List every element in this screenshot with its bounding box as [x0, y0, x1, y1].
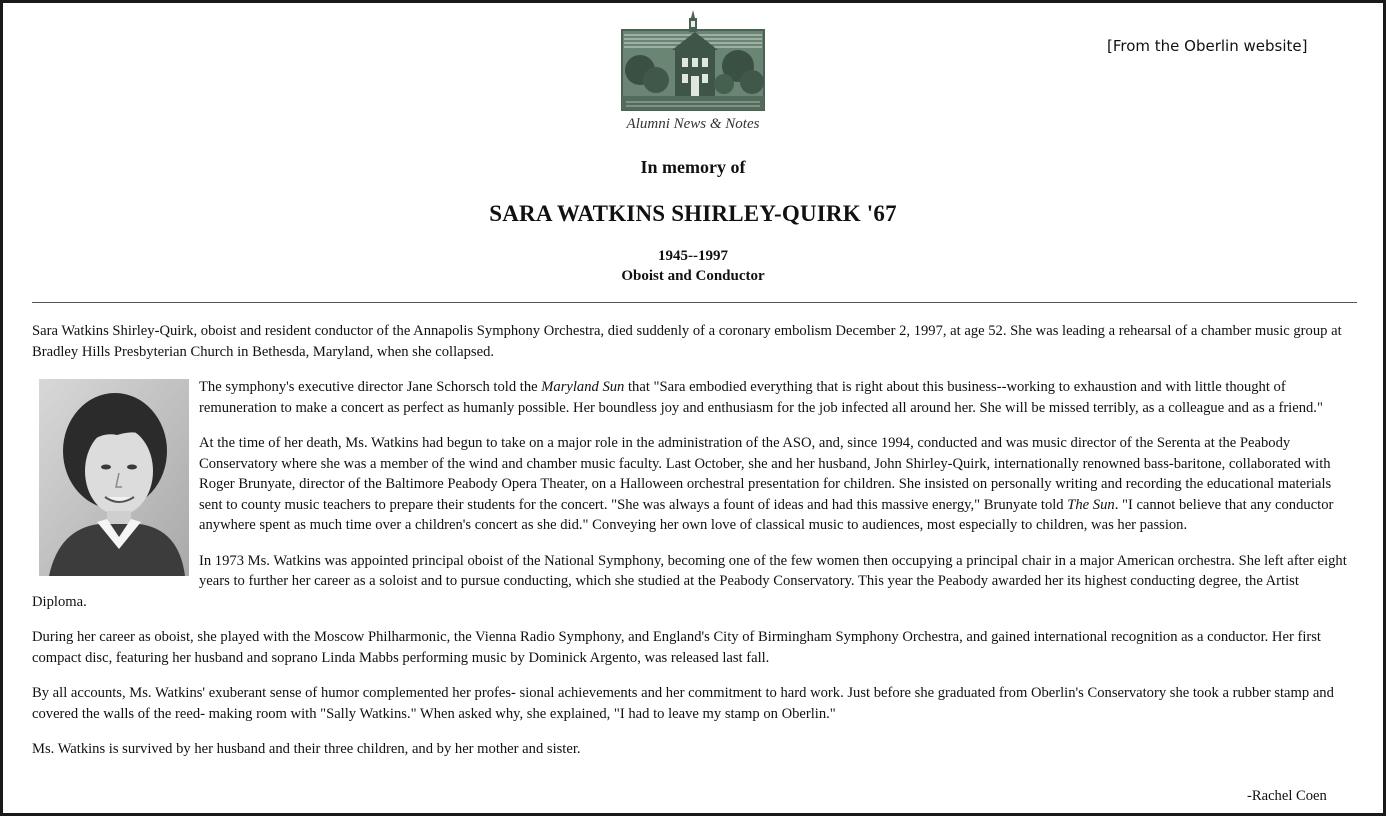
article-paragraph: Ms. Watkins is survived by her husband and their three children, and by her mother and sister.	[32, 741, 581, 757]
role-subtitle: Oboist and Conductor	[621, 268, 765, 284]
article-paragraph: By all accounts, Ms. Watkins' exuberant sense of humor complemented her profes- sional achievements and her commitment to hard work. Just before she graduated from Oberlin's Conservatory she took a rubber stamp and covered the walls of the reed- making room with "Sally Watkins." When asked why, she explained, "I had to leave my stamp on Oberlin."	[32, 685, 1334, 722]
article-paragraph: At the time of her death, Ms. Watkins had begun to take on a major role in the administration of the ASO, and, since 1994, conducted and was music director of the Serenta at the Peabody Conservatory where she was a member of the wind and chamber music faculty. Last October, she and her husband, John Shirley-Quirk, internationally renowned bass-baritone, collaborated with Roger Brunyate, director of the Baltimore Peabody Opera Theater, on a Halloween orchestral presentation for children. She insisted on personally writing and recording the educational materials sent to county music teachers to prepare their students for the concert. "She was always a fount of ideas and had this massive energy," Brunyate told The Sun. "I cannot believe that any conductor anywhere spent as much time over a children's concert as she did." Conveying her own love of classical music to audiences, most especially to children, was her passion.	[199, 435, 1334, 533]
article-paragraph: In 1973 Ms. Watkins was appointed principal oboist of the National Symphony, becoming one of the few women then occupying a principal chair in a major American orchestra. She left after eight years to further her career as a soloist and to pursue conducting, which she studied at the Peabody Conservatory. This year the Peabody awarded her its highest conducting degree, the Artist Diploma.	[32, 552, 1347, 610]
life-years: 1945--1997	[658, 248, 728, 264]
page-title: SARA WATKINS SHIRLEY-QUIRK '67	[489, 201, 897, 226]
article-paragraph: The symphony's executive director Jane Schorsch told the Maryland Sun that "Sara embodied everything that is right about this business--working to exhaustion and with little thought of remuneration to make a concert as perfect as humanly possible. Her boundless joy and enthusiasm for the job infected all around her. She will be missed terribly, as a colleague and as a friend."	[199, 379, 1323, 416]
alumni-news-logo	[620, 8, 766, 112]
article-body	[32, 321, 1357, 775]
memory-heading: In memory of	[640, 157, 746, 177]
divider	[32, 302, 1357, 303]
author-signature: -Rachel Coen	[1247, 788, 1327, 804]
logo-caption: Alumni News & Notes	[626, 116, 760, 132]
article-paragraph: Sara Watkins Shirley-Quirk, oboist and resident conductor of the Annapolis Symphony Orchestra, died suddenly of a coronary embolism December 2, 1997, at age 52. She was leading a rehearsal of a chamber music group at Bradley Hills Presbyterian Church in Bethesda, Maryland, when she collapsed.	[32, 323, 1342, 360]
source-note: [From the Oberlin website]	[1107, 37, 1308, 55]
portrait-photo	[39, 379, 189, 576]
article-paragraph: During her career as oboist, she played with the Moscow Philharmonic, the Vienna Radio Symphony, and England's City of Birmingham Symphony Orchestra, and gained international recognition as a conductor. Her first compact disc, featuring her husband and soprano Linda Mabbs performing music by Dominick Argento, was released last fall.	[32, 629, 1321, 666]
